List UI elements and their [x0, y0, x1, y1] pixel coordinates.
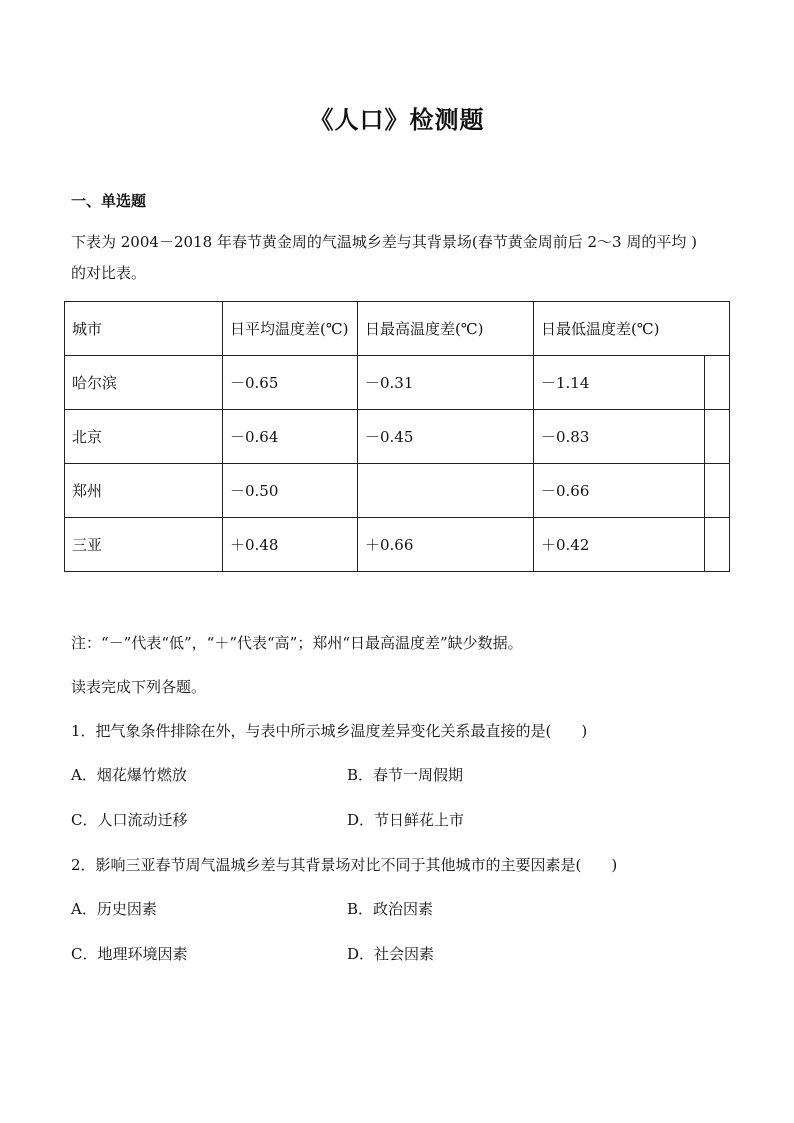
header-cell-avg: 日平均温度差(℃): [223, 302, 358, 356]
table-cell-city: 郑州: [65, 464, 223, 518]
table-cell: ＋0.42: [534, 518, 705, 572]
table-cell: －0.50: [223, 464, 358, 518]
table-cell-empty: [705, 518, 730, 572]
table-cell-empty: [705, 464, 730, 518]
header-cell-min: 日最低温度差(℃): [534, 302, 730, 356]
table-row: [65, 518, 730, 572]
question-2-option-c[interactable]: C．地理环境因素: [71, 945, 188, 963]
intro-text-line-1: 下表为 2004－2018 年春节黄金周的气温城乡差与其背景场(春节黄金周前后 2～3 周的平均 ): [71, 233, 697, 251]
table-cell-city: 三亚: [65, 518, 223, 572]
table-row: [65, 410, 730, 464]
table-cell: ＋0.66: [358, 518, 534, 572]
header-cell-city: 城市: [65, 302, 223, 356]
table-cell: －0.65: [223, 356, 358, 410]
table-cell: －0.83: [534, 410, 705, 464]
table-cell: －0.64: [223, 410, 358, 464]
table-cell: ＋0.48: [223, 518, 358, 572]
table-cell-city: 哈尔滨: [65, 356, 223, 410]
question-1-option-a[interactable]: A．烟花爆竹燃放: [71, 766, 187, 784]
table-row: [65, 464, 730, 518]
table-header-row: [65, 302, 730, 356]
question-1-option-c[interactable]: C．人口流动迁移: [71, 811, 188, 829]
table-cell: －1.14: [534, 356, 705, 410]
instruction-text: 读表完成下列各题。: [71, 678, 207, 696]
table-cell-city: 北京: [65, 410, 223, 464]
section-heading: 一、单选题: [71, 192, 147, 210]
table-cell-empty: [705, 410, 730, 464]
table-cell: －0.31: [358, 356, 534, 410]
question-1-option-b[interactable]: B．春节一周假期: [347, 766, 464, 784]
temperature-table: [64, 301, 730, 572]
table-cell: [358, 464, 534, 518]
question-2-option-b[interactable]: B．政治因素: [347, 900, 434, 918]
table-row: [65, 356, 730, 410]
question-1-option-d[interactable]: D．节日鲜花上市: [347, 811, 465, 829]
table-cell: －0.45: [358, 410, 534, 464]
question-2-stem: 2．影响三亚春节周气温城乡差与其背景场对比不同于其他城市的主要因素是( ): [71, 856, 618, 874]
question-1-stem: 1．把气象条件排除在外，与表中所示城乡温度差异变化关系最直接的是( ): [71, 722, 588, 740]
table-cell: －0.66: [534, 464, 705, 518]
header-cell-max: 日最高温度差(℃): [358, 302, 534, 356]
question-2-option-a[interactable]: A．历史因素: [71, 900, 157, 918]
table-cell-empty: [705, 356, 730, 410]
page-title: 《人口》检测题: [309, 106, 485, 134]
table-note: 注：“－”代表“低”，“＋”代表“高”；郑州“日最高温度差”缺少数据。: [71, 634, 523, 652]
intro-text-line-2: 的对比表。: [71, 264, 147, 282]
question-2-option-d[interactable]: D．社会因素: [347, 945, 435, 963]
